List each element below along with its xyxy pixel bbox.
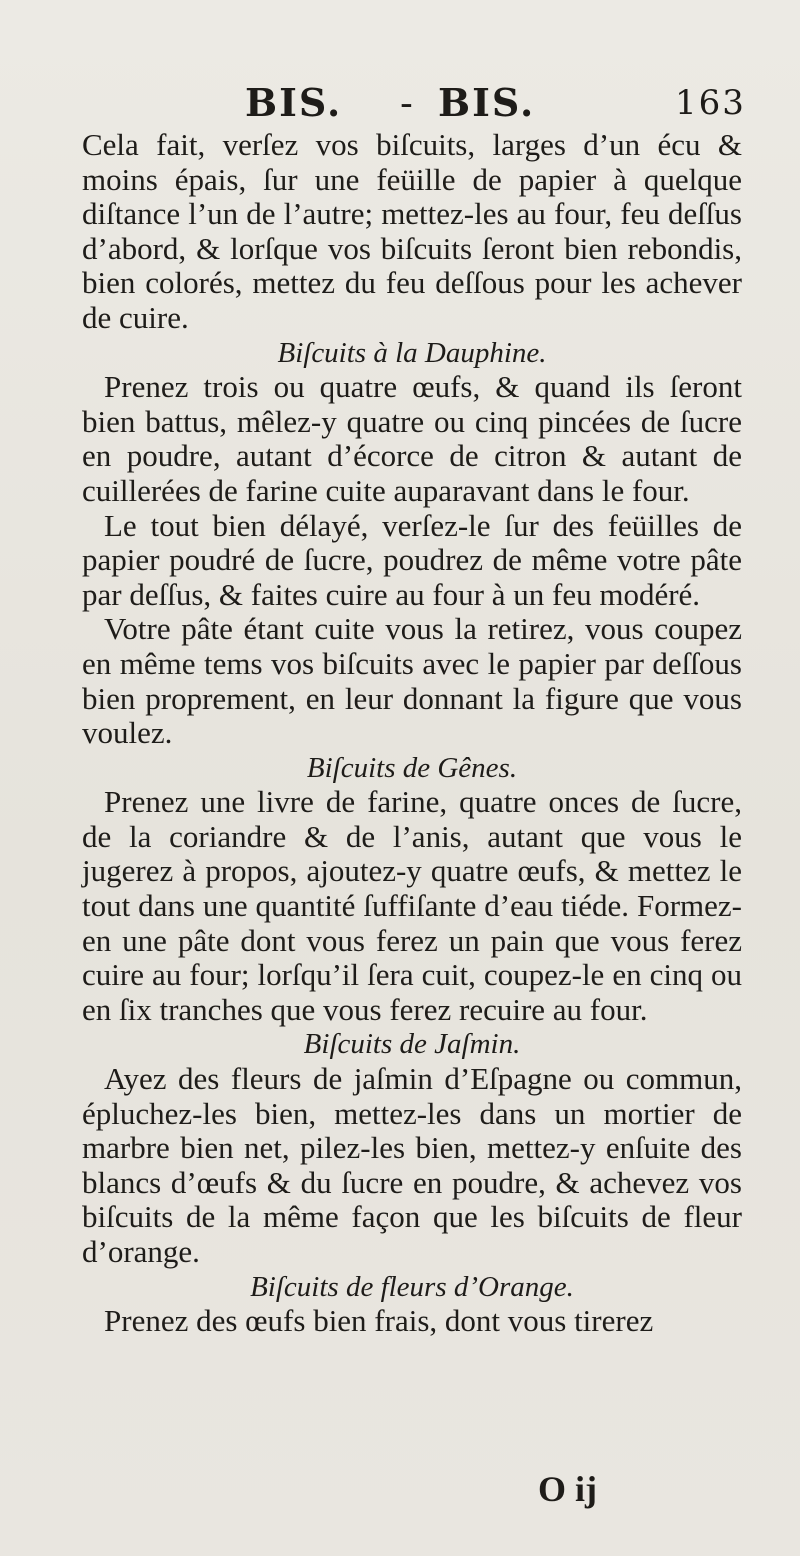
signature-mark: O ij (538, 1469, 597, 1509)
recipe-heading: Biſcuits à la Dauphine. (277, 336, 547, 369)
paragraph: Cela fait, verſez vos biſcuits, larges d’un écu & moins épais, ſur une feüille de papier à quelque diſtance l’un de l’autre; mettez-les au four, feu deſſus d’abord, & lorſque vos biſcuits ſeront bien rebondis, bien colorés, mettez du feu deſſous pour les achever de cuire. (82, 127, 742, 335)
running-head-left: BIS. (245, 80, 343, 125)
paragraph: Votre pâte étant cuite vous la retirez, vous coupez en même tems vos biſcuits avec le papier par deſſous bien proprement, en leur donnant la figure que vous voulez. (82, 611, 742, 751)
running-head-separator: - (400, 81, 415, 125)
paragraph: Le tout bien délayé, verſez-le ſur des feüilles de papier poudré de ſucre, poudrez de même votre pâte par deſſus, & faites cuire au four à un feu modéré. (82, 507, 742, 612)
paragraph: Prenez des œufs bien frais, dont vous tirerez (104, 1303, 654, 1339)
running-head-middle: BIS. (438, 80, 536, 125)
recipe-heading: Biſcuits de Jaſmin. (303, 1028, 521, 1061)
paragraph: Prenez une livre de farine, quatre onces de ſucre, de la coriandre & de l’anis, autant que vous le jugerez à propos, ajoutez-y quatre œufs, & mettez le tout dans une quantité ſuffiſante d’eau tiéde. Formez-en une pâte dont vous ferez un pain que vous ferez cuire au four; lorſqu’il ſera cuit, coupez-le en cinq ou en ſix tranches que vous ferez recuire au four. (82, 784, 742, 1027)
recipe-heading: Biſcuits de fleurs d’Orange. (250, 1270, 574, 1303)
running-head (0, 78, 800, 128)
paragraph: Prenez trois ou quatre œufs, & quand ils ſeront bien battus, mêlez-y quatre ou cinq pincées de ſucre en poudre, autant d’écorce de citron & autant de cuillerées de farine cuite auparavant dans le four. (82, 369, 742, 508)
page-number: 163 (675, 83, 746, 123)
page-body (82, 128, 742, 1339)
recipe-heading: Biſcuits de Gênes. (306, 751, 518, 784)
paragraph: Ayez des fleurs de jaſmin d’Eſpagne ou commun, épluchez-les bien, mettez-les dans un mortier de marbre bien net, pilez-les bien, mettez-y enſuite des blancs d’œufs & du ſucre en poudre, & achevez vos biſcuits de la même façon que les biſcuits de fleur d’orange. (82, 1061, 742, 1269)
